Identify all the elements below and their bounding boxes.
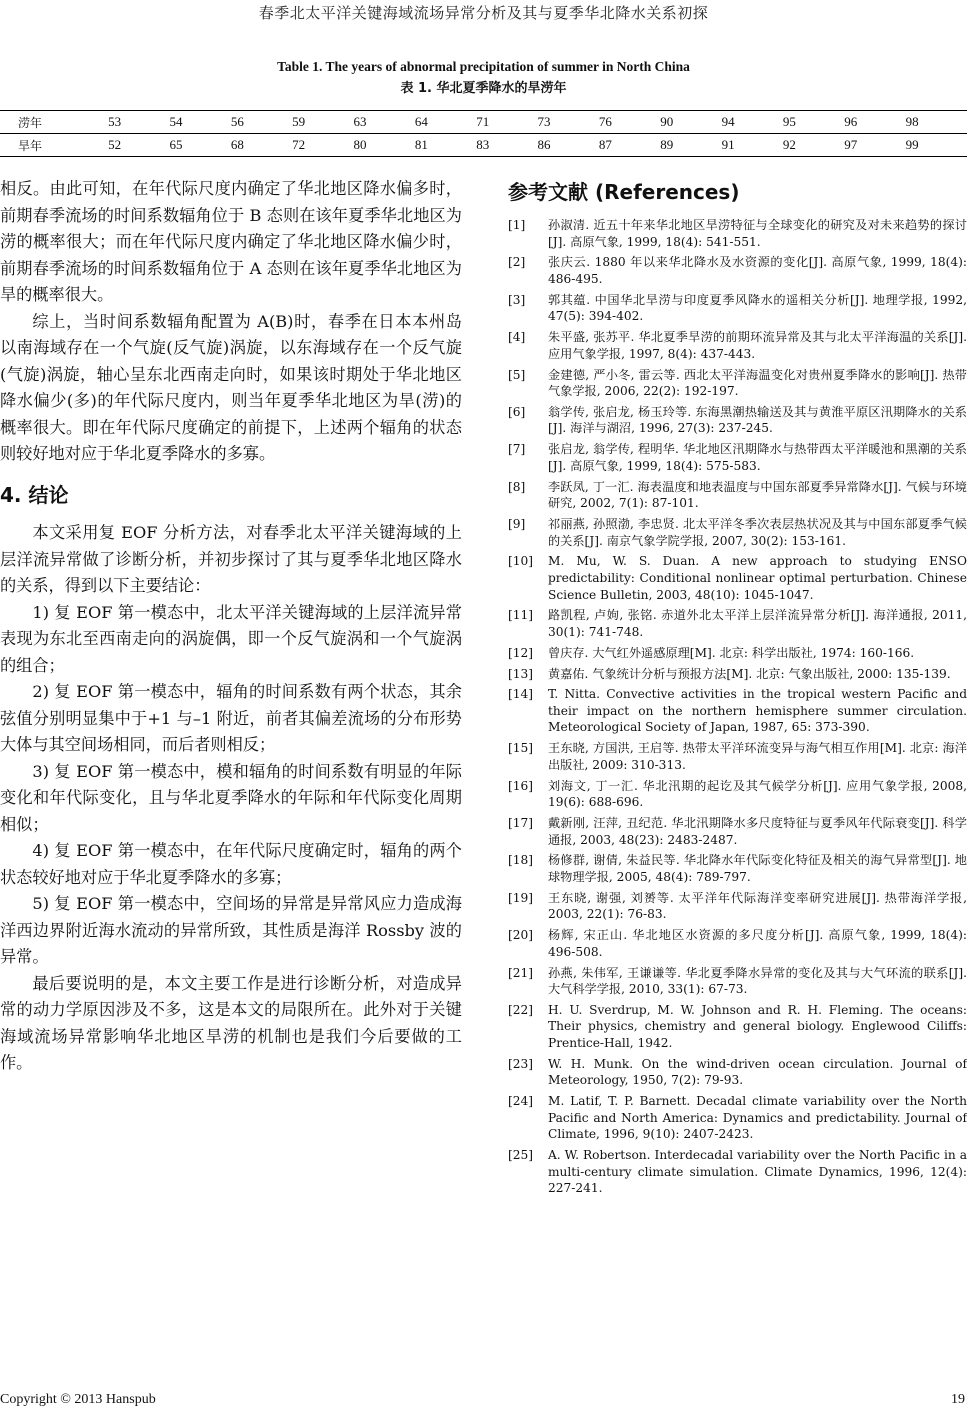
reference-item — [508, 666, 967, 683]
table-cell: 99 — [906, 134, 967, 157]
table-cell: 54 — [169, 111, 230, 134]
table-cell: 83 — [476, 134, 537, 157]
table-cell: 94 — [722, 111, 783, 134]
reference-number: [14] — [508, 687, 534, 702]
running-header: 春季北太平洋关键海域流场异常分析及其与夏季华北降水关系初探 — [258, 4, 709, 22]
reference-number: [16] — [508, 778, 534, 793]
reference-text: 曾庆存. 大气红外遥感原理[M]. 北京: 科学出版社, 1974: 160-166. — [548, 645, 915, 660]
paragraph: 综上，当时间系数辐角配置为 A(B)时，春季在日本本州岛以南海域存在一个气旋(反气旋)涡旋，以东海域存在一个反气旋(气旋)涡旋，轴心呈东北西南走向时，如果该时期处于华北地区降水偏少(多)的年代际尺度内，则当年夏季华北地区为旱(涝)的概率很大。即在年代际尺度确定的前提下，上述两个辐角的状态则较好地对应于华北夏季降水的多寡。 — [0, 311, 462, 463]
reference-text: 杨辉, 宋正山. 华北地区水资源的多尺度分析[J]. 高原气象, 1999, 18(4): 496-508. — [548, 928, 967, 959]
reference-number: [24] — [508, 1094, 534, 1109]
reference-text: 郭其蕴. 中国华北旱涝与印度夏季风降水的遥相关分析[J]. 地理学报, 1992, 47(5): 394-402. — [548, 292, 967, 324]
table-cell: 87 — [599, 134, 660, 157]
reference-number: [18] — [508, 853, 534, 868]
reference-text: 孙燕, 朱伟军, 王谦谦等. 华北夏季降水异常的变化及其与大气环流的联系[J]. 大气科学学报, 2010, 33(1): 67-73. — [548, 965, 967, 997]
reference-item — [508, 1002, 967, 1052]
reference-number: [19] — [508, 890, 534, 905]
table-cell: 68 — [231, 134, 292, 157]
reference-text: 刘海文, 丁一汇. 华北汛期的起讫及其气候学分析[J]. 应用气象学报, 2008, 19(6): 688-696. — [548, 778, 967, 810]
reference-item — [508, 927, 967, 960]
table-cell: 59 — [292, 111, 353, 134]
reference-item — [508, 607, 967, 640]
reference-text: 孙淑清. 近五十年来华北地区旱涝特征与全球变化的研究及对未来趋势的探讨[J]. 高原气象, 1999, 18(4): 541-551. — [548, 218, 967, 249]
conclusion-item: 5) 复 EOF 第一模态中，空间场的异常是异常风应力造成海洋西边界附近海水流动的异常所致，其性质是海洋 Rossby 波的异常。 — [0, 894, 462, 966]
reference-number: [7] — [508, 442, 526, 457]
reference-item — [508, 1056, 967, 1089]
reference-text: 黄嘉佑. 气象统计分析与预报方法[M]. 北京: 气象出版社, 2000: 135-139. — [548, 666, 951, 681]
reference-item — [508, 329, 967, 362]
left-column — [0, 176, 462, 1077]
reference-item — [508, 441, 967, 474]
reference-text: 路凯程, 卢姁, 张铭. 赤道外北太平洋上层洋流异常分析[J]. 海洋通报, 2011, 30(1): 741-748. — [548, 608, 967, 639]
reference-number: [5] — [508, 367, 526, 382]
years-table — [0, 110, 967, 157]
table-row-drought — [0, 134, 967, 157]
reference-item — [508, 254, 967, 287]
reference-text: M. Latif, T. P. Barnett. Decadal climate variability over the North Pacific and North America: Dynamics and predictability. Journal of Climate, 1996, 9(10): 2407-2423. — [548, 1094, 967, 1142]
table-cell: 92 — [783, 134, 844, 157]
references-title: 参考文献 (References) — [508, 180, 740, 204]
reference-text: 王东晓, 谢强, 刘赟等. 太平洋年代际海洋变率研究进展[J]. 热带海洋学报, 2003, 22(1): 76-83. — [548, 890, 967, 922]
table-caption-cn: 表 1. 华北夏季降水的旱涝年 — [400, 81, 567, 96]
reference-item — [508, 217, 967, 250]
table-cell: 86 — [538, 134, 599, 157]
reference-item — [508, 645, 967, 662]
reference-list — [508, 217, 967, 1197]
reference-item — [508, 965, 967, 998]
reference-text: 戴新刚, 汪萍, 丑纪范. 华北汛期降水多尺度特征与夏季风年代际衰变[J]. 科学通报, 2003, 48(23): 2483-2487. — [548, 816, 967, 847]
reference-text: W. H. Munk. On the wind-driven ocean circulation. Journal of Meteorology, 1950, 7(2): 79-93. — [548, 1056, 967, 1088]
conclusion-item: 3) 复 EOF 第一模态中，模和辐角的时间系数有明显的年际变化和年代际变化，且与华北夏季降水的年际和年代际变化周期相似； — [0, 761, 462, 834]
conclusion-item: 4) 复 EOF 第一模态中，在年代际尺度确定时，辐角的两个状态较好地对应于华北夏季降水的多寡； — [0, 841, 462, 887]
reference-text: 张庆云. 1880 年以来华北降水及水资源的变化[J]. 高原气象, 1999, 18(4): 486-495. — [548, 255, 967, 286]
reference-item — [508, 740, 967, 773]
table-cell: 80 — [354, 134, 415, 157]
reference-text: 金建德, 严小冬, 雷云等. 西北太平洋海温变化对贵州夏季降水的影响[J]. 热带气象学报, 2006, 22(2): 192-197. — [548, 367, 967, 399]
page-number: 19 — [951, 1392, 965, 1407]
paragraph: 本文采用复 EOF 分析方法，对春季北太平洋关键海域的上层洋流异常做了诊断分析，并初步探讨了其与夏季华北地区降水的关系，得到以下主要结论： — [0, 523, 462, 595]
paragraph: 最后要说明的是，本文主要工作是进行诊断分析，对造成异常的动力学原因涉及不多，这是本文的局限所在。此外对于关键海域流场异常影响华北地区旱涝的机制也是我们今后要做的工作。 — [0, 973, 462, 1072]
reference-number: [17] — [508, 816, 534, 830]
reference-text: H. U. Sverdrup, M. W. Johnson and R. H. Fleming. The oceans: Their physics, chemistry and general biology. Englewood Ciliffs: Prentice-Hall, 1942. — [548, 1002, 967, 1051]
reference-number: [2] — [508, 255, 526, 270]
reference-number: [10] — [508, 554, 534, 569]
reference-item — [508, 367, 967, 400]
reference-number: [15] — [508, 741, 534, 756]
reference-text: M. Mu, W. S. Duan. A new approach to studying ENSO predictability: Conditional nonlinear optimal perturbation. Chinese Science Bulletin, 2003, 48(10): 1045-1047. — [548, 554, 967, 602]
table-cell: 96 — [844, 111, 905, 134]
reference-number: [22] — [508, 1002, 534, 1017]
reference-item — [508, 479, 967, 512]
conclusion-item: 1) 复 EOF 第一模态中，北太平洋关键海域的上层洋流异常表现为东北至西南走向的涡旋偶，即一个反气旋涡和一个气旋涡的组合； — [0, 602, 462, 675]
reference-item — [508, 1093, 967, 1143]
reference-item — [508, 890, 967, 923]
table-cell: 56 — [231, 111, 292, 134]
table-cell: 90 — [660, 111, 721, 134]
reference-text: T. Nitta. Convective activities in the tropical western Pacific and their impact on the northern hemisphere summer circulation. Meteorological Society of Japan, 1987, 65: 373-390. — [548, 687, 967, 735]
paragraph: 相反。由此可知，在年代际尺度内确定了华北地区降水偏多时，前期春季流场的时间系数辐角位于 B 态则在该年夏季华北地区为涝的概率很大；而在年代际尺度内确定了华北地区降水偏少时，前期春季流场的时间系数辐角位于 A 态则在该年夏季华北地区为旱的概率很大。 — [0, 179, 462, 304]
table-cell: 89 — [660, 134, 721, 157]
reference-item — [508, 1147, 967, 1197]
conclusion-item: 2) 复 EOF 第一模态中，辐角的时间系数有两个状态，其余弦值分别明显集中于+1 与–1 附近，前者其偏差流场的分布形势大体与其空间场相同，而后者则相反； — [0, 682, 462, 754]
table-cell: 65 — [169, 134, 230, 157]
reference-number: [6] — [508, 404, 526, 419]
table-cell: 71 — [476, 111, 537, 134]
reference-number: [4] — [508, 330, 526, 345]
table-cell: 91 — [722, 134, 783, 157]
table-cell: 53 — [108, 111, 169, 134]
reference-item — [508, 292, 967, 325]
reference-number: [25] — [508, 1148, 534, 1163]
reference-number: [9] — [508, 517, 526, 531]
table-cell: 97 — [844, 134, 905, 157]
table-cell: 95 — [783, 111, 844, 134]
reference-number: [3] — [508, 292, 526, 307]
table-row-flood — [0, 111, 967, 134]
reference-number: [21] — [508, 965, 534, 980]
table-cell: 72 — [292, 134, 353, 157]
table-cell: 76 — [599, 111, 660, 134]
table-caption-en: Table 1. The years of abnormal precipitation of summer in North China — [277, 59, 690, 74]
reference-item — [508, 404, 967, 437]
reference-item — [508, 852, 967, 885]
reference-number: [23] — [508, 1056, 534, 1071]
row-label: 旱年 — [0, 134, 108, 157]
reference-item — [508, 686, 967, 736]
reference-number: [11] — [508, 608, 534, 623]
row-label: 涝年 — [0, 111, 108, 134]
table-cell: 98 — [906, 111, 967, 134]
reference-text: A. W. Robertson. Interdecadal variability over the North Pacific in a multi-century climate simulation. Climate Dynamics, 1996, 12(4): 227-241. — [548, 1148, 967, 1196]
reference-number: [12] — [508, 645, 534, 660]
reference-item — [508, 553, 967, 603]
reference-number: [20] — [508, 928, 534, 943]
reference-item — [508, 815, 967, 848]
reference-text: 朱平盛, 张苏平. 华北夏季旱涝的前期环流异常及其与北太平洋海温的关系[J]. 应用气象学报, 1997, 8(4): 437-443. — [548, 330, 967, 361]
reference-text: 翁学传, 张启龙, 杨玉玲等. 东海黑潮热输送及其与黄淮平原区汛期降水的关系[J]. 海洋与湖沼, 1996, 27(3): 237-245. — [548, 404, 967, 436]
reference-text: 祁丽燕, 孙照渤, 李忠贤. 北太平洋冬季次表层热状况及其与中国东部夏季气候的关系[J]. 南京气象学院学报, 2007, 30(2): 153-161. — [548, 517, 967, 548]
table-cell: 81 — [415, 134, 476, 157]
reference-item — [508, 778, 967, 811]
reference-text: 李跃凤, 丁一汇. 海表温度和地表温度与中国东部夏季异常降水[J]. 气候与环境研究, 2002, 7(1): 87-101. — [548, 479, 967, 511]
table-cell: 64 — [415, 111, 476, 134]
table-cell: 73 — [538, 111, 599, 134]
section-title: 4. 结论 — [0, 482, 69, 507]
references-column — [508, 176, 967, 1201]
reference-item — [508, 516, 967, 549]
reference-number: [1] — [508, 218, 526, 232]
table-cell: 52 — [108, 134, 169, 157]
reference-number: [8] — [508, 479, 526, 494]
footer-copyright: Copyright © 2013 Hanspub — [0, 1392, 156, 1407]
reference-text: 张启龙, 翁学传, 程明华. 华北地区汛期降水与热带西太平洋暖池和黑潮的关系[J]. 高原气象, 1999, 18(4): 575-583. — [548, 442, 967, 473]
reference-text: 王东晓, 方国洪, 王启等. 热带太平洋环流变异与海气相互作用[M]. 北京: 海洋出版社, 2009: 310-313. — [548, 741, 967, 772]
table-cell: 63 — [354, 111, 415, 134]
reference-number: [13] — [508, 666, 534, 681]
reference-text: 杨修群, 谢倩, 朱益民等. 华北降水年代际变化特征及相关的海气异常型[J]. 地球物理学报, 2005, 48(4): 789-797. — [548, 853, 967, 884]
